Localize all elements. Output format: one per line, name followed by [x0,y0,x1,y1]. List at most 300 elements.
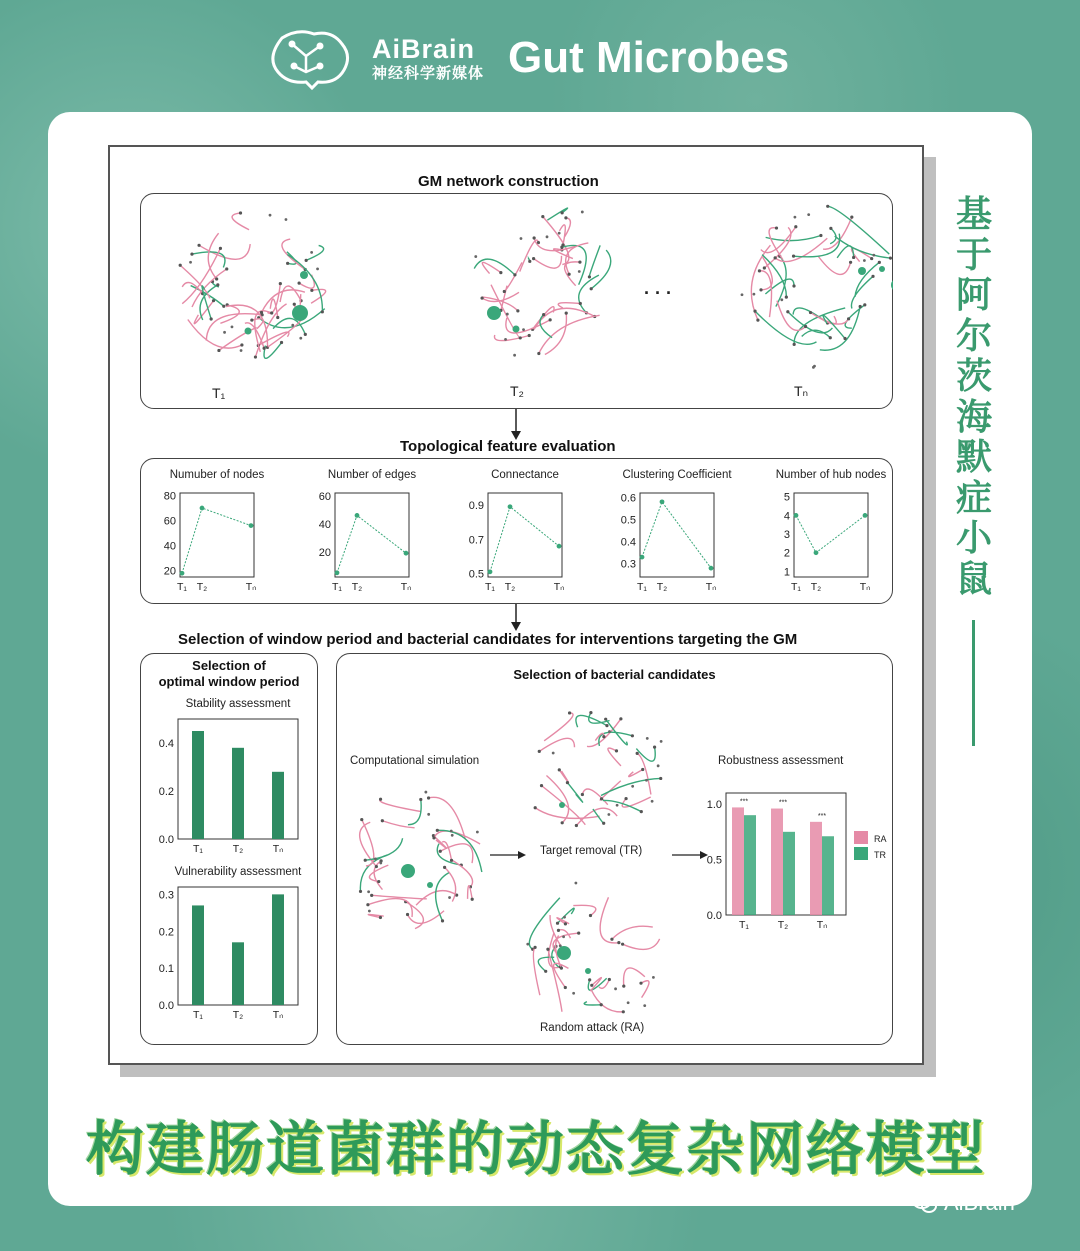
y-tick-label: 4 [783,510,790,523]
y-tick-label: 20 [163,565,176,578]
network-node [370,894,373,897]
network-edge [601,778,661,795]
network-node [863,303,866,306]
network-node [379,862,382,865]
network-node [581,211,584,214]
network-node [889,256,892,259]
ellipsis: · · · [644,283,672,303]
network-node [210,317,213,320]
network-edge [543,217,569,265]
network-node [852,256,855,259]
network-node [809,311,812,314]
data-point [640,555,645,560]
y-tick-label: 0.0 [706,910,722,922]
x-tick-label: T₁ [177,581,187,593]
network-node [807,213,810,216]
network-edge [534,256,562,268]
bar [272,772,284,839]
data-point [709,566,714,571]
network-edge [851,248,871,261]
network-node [557,929,560,932]
network-node [780,298,783,301]
x-tick-label: T₂ [504,581,516,593]
network-label-tn: Tₙ [794,383,809,399]
network-graphs [140,193,893,409]
side-title: 基于阿尔茨海默症小鼠 [955,194,992,600]
network-node [588,978,591,981]
network-node [602,822,605,825]
side-divider [972,620,975,746]
network-node [276,316,279,319]
page-title: Gut Microbes [508,33,790,82]
network-node [619,717,622,720]
network-node [528,260,531,263]
arrow-down-icon [509,604,523,632]
hub-node [557,946,571,960]
network-node [792,284,795,287]
y-tick-label: 60 [318,490,331,503]
network-edge [267,284,280,314]
network-node [607,813,610,816]
network-edge [593,809,604,823]
network-node [216,283,219,286]
network-node [544,970,547,973]
network-edge [751,245,770,320]
network-node [763,266,766,269]
y-tick-label: 0.0 [158,1000,174,1012]
chart-frame [488,493,562,577]
network-node [561,211,564,214]
y-tick-label: 20 [318,546,331,559]
network-edge [769,228,783,260]
network-node [504,338,507,341]
network-node [622,1010,625,1013]
network-node [532,257,535,260]
network-node [450,859,453,862]
network-node [870,257,873,260]
network-edge [837,246,853,258]
network-node [219,247,222,250]
network-edge [494,335,529,341]
brand [372,33,485,82]
network-node [316,267,319,270]
hub-node [487,306,501,320]
y-tick-label: 0.1 [158,963,174,976]
bar [232,748,244,839]
network-edge [558,303,580,308]
network-label-t1: T₁ [212,385,226,401]
hub-node [427,882,433,888]
data-point [200,506,205,511]
network-node [640,810,643,813]
wechat-icon [912,1192,938,1214]
network-node [643,1004,646,1007]
x-tick-label: Tₙ [553,581,565,593]
x-tick-label: T₂ [232,1009,244,1021]
hub-node [891,278,893,292]
x-tick-label: T₁ [637,581,647,593]
data-point [794,513,799,518]
network-edge [380,799,422,811]
y-tick-label: 80 [163,490,176,503]
network-node [279,282,282,285]
x-tick-label: T₁ [485,581,495,593]
network-node [871,275,874,278]
network-node [792,255,795,258]
network-node [600,797,603,800]
hub-node [513,326,520,333]
chart-title: Number of edges [327,469,417,481]
network-node [450,830,453,833]
bar [272,894,284,1005]
hub-node [559,802,565,808]
hub-node [879,266,885,272]
network-node [617,941,620,944]
network-node [304,333,307,336]
y-tick-label: 0.7 [468,534,484,547]
network-node [563,916,566,919]
selection-title: Selection of window period and bacterial candidates for interventions targeting the GM [178,631,798,648]
bar [822,836,834,915]
network-node [775,226,778,229]
network-node [774,256,777,259]
x-tick-label: Tₙ [272,1009,284,1021]
network-node [291,324,294,327]
network-node [786,310,789,313]
network-node [565,312,568,315]
data-point [557,544,562,549]
network-edge [474,259,515,275]
network-node [476,831,479,834]
topo-charts [140,458,893,604]
network-edge [369,865,388,881]
x-tick-label: Tₙ [272,843,284,855]
network-node [651,800,654,803]
network-edge [429,797,466,839]
network-node [499,271,502,274]
y-tick-label: 0.2 [158,786,174,798]
network-node [375,865,378,868]
significance-label: *** [817,812,827,820]
network-node [872,254,875,257]
network-node [448,896,451,899]
data-point [508,504,513,509]
hub-node [858,267,866,275]
network-edge [529,898,560,949]
optimal-charts [140,695,318,1035]
network-edge [544,713,573,741]
y-tick-label: 5 [783,491,790,504]
significance-label: *** [778,799,788,807]
network-edge [589,245,600,277]
network-edge [591,250,611,289]
network-node [250,318,253,321]
network-node [377,880,380,883]
network-node [366,903,369,906]
y-tick-label: 1.0 [706,799,722,812]
x-tick-label: T₁ [332,581,342,593]
network-edge [567,783,582,803]
network-node [608,730,611,733]
network-node [374,857,377,860]
x-tick-label: Tₙ [816,919,828,931]
y-tick-label: 0.3 [620,558,636,571]
legend-swatch [854,831,868,844]
brain-logo-icon [262,26,354,90]
network-node [299,337,302,340]
network-node [424,791,427,794]
network-node [451,834,454,837]
network-node [520,237,523,240]
chart-title: Vulnerability assessment [174,866,302,878]
network-graph [526,882,659,1014]
network-node [222,305,225,308]
network-node [533,236,536,239]
network-edge [612,926,653,939]
network-node [212,299,215,302]
network-edge [191,286,224,307]
x-tick-label: T₁ [791,581,801,593]
network-edge [520,240,539,271]
network-node [636,752,639,755]
network-node [503,290,506,293]
x-tick-label: T₁ [739,919,749,931]
network-node [568,711,571,714]
network-node [270,311,273,314]
network-node [189,261,192,264]
network-edge [408,800,421,825]
network-node [381,819,384,822]
network-node [546,948,549,951]
network-edge [264,343,282,359]
network-edge [629,769,643,776]
network-node [190,252,193,255]
network-node [604,718,607,721]
chart-title: Stability assessment [185,698,291,710]
network-title: GM network construction [418,173,599,190]
network-node [602,735,605,738]
network-node [657,764,660,767]
network-node [863,259,866,262]
network-node [239,211,242,214]
network-node [359,890,362,893]
network-node [562,935,565,938]
network-node [793,343,796,346]
network-node [785,296,788,299]
x-tick-label: Tₙ [400,581,412,593]
network-node [225,267,228,270]
chart-frame [794,493,868,577]
network-node [474,255,477,258]
bar [744,815,756,915]
network-node [533,946,536,949]
network-node [624,797,627,800]
network-node [269,214,272,217]
hub-node [292,305,308,321]
y-tick-label: 0.9 [468,500,484,512]
chart-frame [180,493,254,577]
series-line [490,507,559,572]
network-node [217,349,220,352]
network-node [608,978,611,981]
comp-sim-label: Computational simulation [350,755,480,767]
network-node [566,781,569,784]
network-node [660,740,663,743]
data-point [355,513,360,518]
network-node [298,282,301,285]
y-tick-label: 0.3 [158,889,174,902]
network-node [558,768,561,771]
network-node [819,234,822,237]
network-node [240,349,243,352]
network-node [541,215,544,218]
network-node [215,277,218,280]
network-node [367,890,370,893]
network-node [849,261,852,264]
robustness-label: Robustness assessment [718,755,844,767]
network-node [179,264,182,267]
x-tick-label: Tₙ [859,581,871,593]
network-node [600,1003,603,1006]
network-node [537,352,540,355]
y-tick-label: 1 [783,566,790,579]
brand-cn: 神经科学新媒体 [372,64,485,82]
legend-label: TR [874,850,886,860]
y-tick-label: 2 [783,547,790,560]
network-node [639,982,642,985]
network-node [794,225,797,228]
data-point [814,550,819,555]
y-tick-label: 60 [163,515,176,528]
hub-node [401,864,415,878]
network-node [753,293,756,296]
network-edge [591,990,623,1012]
network-node [588,275,591,278]
x-tick-label: T₂ [656,581,668,593]
network-node [627,1001,630,1004]
y-tick-label: 40 [163,540,176,553]
network-node [812,366,815,369]
network-edge [579,275,599,313]
x-tick-label: T₁ [193,1009,203,1021]
chart-title: Numuber of nodes [169,469,265,481]
network-node [641,768,644,771]
network-node [310,289,313,292]
network-node [652,976,655,979]
significance-label: *** [739,798,749,806]
network-node [286,262,289,265]
bar [771,809,783,915]
y-tick-label: 0.5 [468,568,484,581]
network-graph [534,711,663,827]
network-node [578,270,581,273]
network-node [614,987,617,990]
x-tick-label: Tₙ [705,581,717,593]
network-node [568,273,571,276]
brand-en: AiBrain [372,33,476,64]
network-node [590,984,593,987]
series-line [337,515,406,572]
bar [232,942,244,1005]
optimal-title-1: Selection of [192,658,266,673]
network-node [364,859,367,862]
network-node [379,798,382,801]
chart-title: Connectance [491,469,559,481]
y-tick-label: 3 [783,529,790,542]
network-node [843,337,846,340]
network-node [753,310,756,313]
topo-title: Topological feature evaluation [400,438,616,455]
network-node [622,985,625,988]
y-tick-label: 0.4 [158,738,174,750]
network-node [653,746,656,749]
data-point [335,570,340,575]
network-node [546,235,549,238]
network-node [439,850,442,853]
network-node [826,205,829,208]
header [262,22,789,94]
hub-node [585,968,591,974]
network-edge [817,316,849,324]
network-node [829,336,832,339]
x-tick-label: T₂ [196,581,208,593]
network-node [506,313,509,316]
network-node [829,227,832,230]
x-tick-label: Tₙ [245,581,257,593]
network-edge [573,905,596,915]
bar [783,832,795,915]
network-node [528,334,531,337]
network-node [436,829,439,832]
network-node [621,943,624,946]
network-node [847,317,850,320]
network-edge [818,256,850,274]
network-node [197,244,200,247]
network-node [804,325,807,328]
network-node [538,750,541,753]
data-point [249,523,254,528]
bar [192,731,204,839]
network-node [379,916,382,919]
network-node [564,986,567,989]
network-node [631,785,634,788]
network-edge [623,939,660,950]
network-node [526,943,529,946]
network-node [564,216,567,219]
network-node [615,749,618,752]
network-node [360,818,363,821]
network-node [432,836,435,839]
network-node [590,287,593,290]
network-edge [851,276,873,308]
network-edge [306,245,323,260]
bar [732,807,744,915]
y-tick-label: 0.4 [620,536,636,549]
network-node [859,305,862,308]
network-node [741,293,744,296]
watermark [912,1190,1015,1216]
network-node [513,354,516,357]
network-edge [287,255,322,312]
x-tick-label: T₂ [777,919,789,931]
network-node [659,777,662,780]
network-node [581,793,584,796]
network-node [540,784,543,787]
network-node [556,922,559,925]
network-node [589,914,592,917]
arrow-down-icon [509,409,523,441]
network-edge [794,308,845,344]
